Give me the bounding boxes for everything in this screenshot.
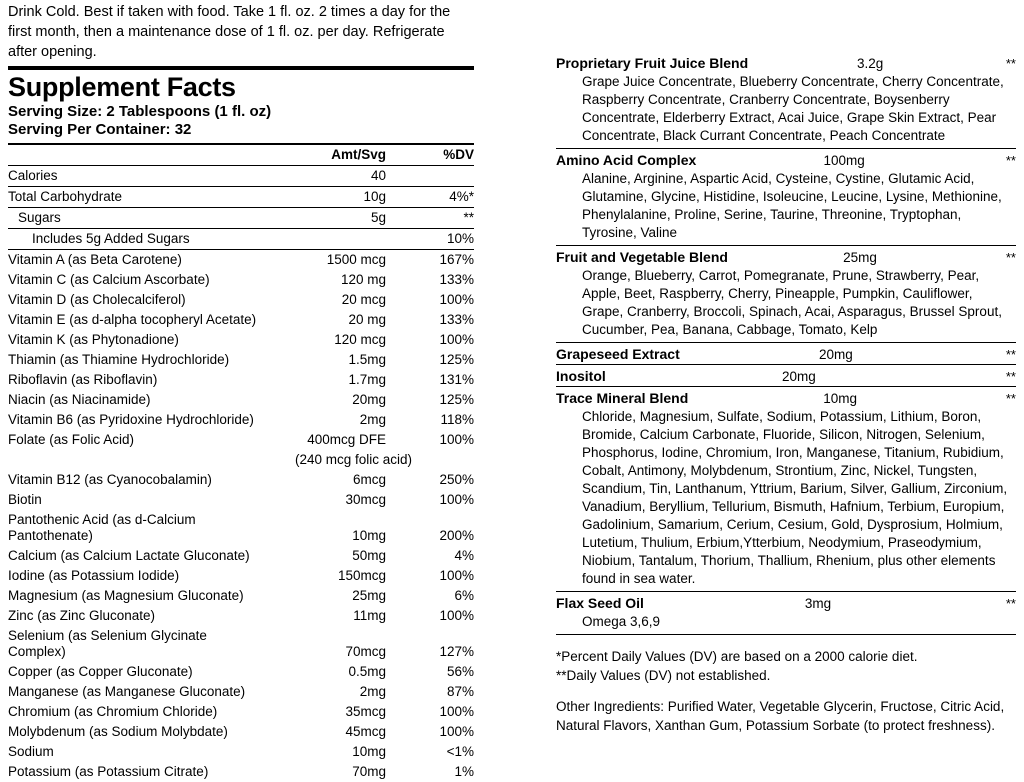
row-dv: 131% [439,372,474,387]
blend-dv: ** [1005,56,1016,71]
row-name: Vitamin K (as Phytonadione) [8,332,179,347]
blend-section [556,342,1016,364]
blend-dv: ** [1005,347,1016,362]
row-dv: 4%* [412,187,474,208]
blend-dv: ** [1005,369,1016,384]
row-dv: 4% [454,548,474,563]
row-amount: (240 mcg folic acid) [294,452,412,467]
blend-name: Fruit and Vegetable Blend [556,249,728,265]
row-amount: 20 mcg [341,292,386,307]
row-amount: 400mcg DFE [307,432,386,447]
blend-dv: ** [1005,596,1016,611]
row-amount: 5g [268,208,412,229]
row-amount: 45mcg [345,724,386,739]
row-amount: 2mg [359,684,386,699]
blend-section [556,364,1016,386]
row-dv: ** [412,208,474,229]
row-amount: 25mg [352,588,386,603]
row-amount: 11mg [353,608,386,623]
row-name: Total Carbohydrate [8,187,268,208]
table-row [8,370,474,390]
row-amount: 1.5mg [348,352,386,367]
row-name: Vitamin B6 (as Pyridoxine Hydrochloride) [8,412,254,427]
row-amount: 120 mcg [334,332,386,347]
blend-section [556,148,1016,245]
blend-name: Inositol [556,368,606,384]
table-header-row [8,145,474,166]
row-amount: 40 [268,166,412,187]
table-row [8,510,474,546]
blend-header [556,592,1016,613]
blend-header [556,52,1016,73]
panel-title: Supplement Facts [8,72,236,102]
row-name: Chromium (as Chromium Chloride) [8,704,218,719]
divider-thin-footnotes [556,634,1016,635]
table-row [8,566,474,586]
row-amount: 20 mg [348,312,386,327]
row-amount: 1.7mg [348,372,386,387]
row-name: Vitamin D (as Cholecalciferol) [8,292,186,307]
table-row [8,270,474,290]
row-name: Riboflavin (as Riboflavin) [8,372,158,387]
row-dv: 133% [439,312,474,327]
blend-ingredients: Orange, Blueberry, Carrot, Pomegranate, Prune, Strawberry, Pear, Apple, Beet, Raspberry, Cherry, Pineapple, Pumpkin, Cauliflower, Grape, Cranberry, Broccoli, Spinach, Acai, Asparagus, Brussel Sprout, Cucumber, Pea, Banana, Cabbage, Tomato, Kelp [582,268,1002,337]
row-name: Zinc (as Zinc Gluconate) [8,608,156,623]
row-amount [268,229,412,250]
row-dv: 125% [439,392,474,407]
blend-ingredients: Alanine, Arginine, Aspartic Acid, Cysteine, Cystine, Glutamic Acid, Glutamine, Glycine, Histidine, Isoleucine, Leucine, Lysine, Methionine, Phenylalanine, Proline, Serine, Taurine, Threonine, Tryptophan, Tyrosine, Valine [582,171,1002,240]
row-name: Folate (as Folic Acid) [8,432,135,447]
blend-header [556,246,1016,267]
row-amount: 10mg [352,744,386,759]
row-dv: 200% [439,528,474,543]
blend-section [556,386,1016,591]
blend-amount: 10mg [823,391,858,406]
row-name: Thiamin (as Thiamine Hydrochloride) [8,352,230,367]
table-row [8,762,474,782]
blend-ingredients: Grape Juice Concentrate, Blueberry Concentrate, Cherry Concentrate, Raspberry Concentrate, Cranberry Concentrate, Boysenberry Concentrate, Elderberry Extract, Acai Juice, Grape Skin Extract, Pear Concentrate, Black Currant Concentrate, Peach Concentrate [582,74,1004,143]
blend-header [556,343,1016,364]
header-nutrient [8,145,268,166]
row-amount: 70mcg [345,644,386,659]
directions-text: Drink Cold. Best if taken with food. Take 1 fl. oz. 2 times a day for the first month, then a maintenance dose of 1 fl. oz. per day. Refrigerate after opening. [8,4,451,60]
row-name [8,450,268,470]
blend-name: Flax Seed Oil [556,595,644,611]
serving-size: Serving Size: 2 Tablespoons (1 fl. oz) [8,103,272,120]
blend-dv: ** [1005,391,1016,406]
table-row [8,702,474,722]
footnote-not-established: **Daily Values (DV) not established. [556,668,771,683]
row-dv: 100% [439,568,474,583]
blend-header [556,387,1016,408]
row-dv: 100% [439,608,474,623]
blend-amount: 20mg [818,347,853,362]
row-amount: 35mcg [345,704,386,719]
table-row [8,586,474,606]
row-amount: 50mg [352,548,386,563]
table-row [8,290,474,310]
header-amount: Amt/Svg [268,145,412,166]
row-name: Molybdenum (as Sodium Molybdate) [8,724,228,739]
other-ingredients: Other Ingredients: Purified Water, Vegetable Glycerin, Fructose, Citric Acid, Natural Flavors, Xanthan Gum, Potassium Sorbate (to protect freshness). [556,699,1005,733]
footnote-daily-values: *Percent Daily Values (DV) are based on a 2000 calorie diet. [556,649,918,664]
left-column [8,0,474,782]
row-amount: 70mg [352,764,386,779]
table-row [8,606,474,626]
footnotes [556,647,1016,685]
row-amount: 120 mg [340,272,386,287]
blend-dv: ** [1005,250,1016,265]
table-row [8,470,474,490]
blend-ingredients: Chloride, Magnesium, Sulfate, Sodium, Potassium, Lithium, Boron, Bromide, Calcium Carbonate, Fluoride, Silicon, Nitrogen, Selenium, Phosphorus, Iodine, Chromium, Iron, Manganese, Titanium, Rubidium, Cobalt, Antimony, Molybdenum, Strontium, Zinc, Nickel, Tungsten, Scandium, Tin, Lanthanum, Yttrium, Barium, Silver, Gallium, Zirconium, Vanadium, Beryllium, Tellurium, Bismuth, Hafnium, Terbium, Europium, Gadolinium, Samarium, Cerium, Cesium, Gold, Dysprosium, Holmium, Lutetium, Thulium, Erbium,Ytterbium, Neodymium, Praseodymium, Niobium, Tantalum, Thorium, Thallium, Rhenium, plus other elements found in sea water. [582,409,1008,586]
row-amount: 20mg [352,392,386,407]
blend-name: Proprietary Fruit Juice Blend [556,55,749,71]
row-name: Biotin [8,492,42,507]
row-dv: 250% [439,472,474,487]
table-row [8,410,474,430]
row-amount: 150mcg [337,568,386,583]
blend-name: Grapeseed Extract [556,346,680,362]
table-row [8,350,474,370]
blend-ingredients: Omega 3,6,9 [582,614,661,629]
table-row [8,390,474,410]
blend-amount: 20mg [782,369,816,384]
row-name: Sodium [8,744,54,759]
blend-section [556,591,1016,634]
row-dv: 100% [439,492,474,507]
row-dv: 118% [440,412,474,427]
table-row [8,166,474,187]
table-row [8,310,474,330]
row-dv: 127% [439,644,474,659]
table-row [8,722,474,742]
servings-per-container: Serving Per Container: 32 [8,121,192,138]
table-row [8,490,474,510]
blend-section [556,52,1016,148]
table-row [8,662,474,682]
row-name: Vitamin B12 (as Cyanocobalamin) [8,472,212,487]
row-dv: 87% [446,684,474,699]
row-name: Vitamin E (as d-alpha tocopheryl Acetate) [8,312,257,327]
row-dv: 100% [439,332,474,347]
nutrition-table-body [8,145,474,782]
blend-header [556,149,1016,170]
row-name: Selenium (as Selenium Glycinate Complex) [8,628,207,659]
row-name: Includes 5g Added Sugars [8,229,268,250]
table-row [8,208,474,229]
row-dv: 100% [439,432,474,447]
table-row [8,330,474,350]
row-amount: 2mg [359,412,386,427]
row-amount: 1500 mcg [326,252,386,267]
table-row [8,626,474,662]
table-row [8,250,474,271]
row-name: Niacin (as Niacinamide) [8,392,151,407]
row-amount: 6mcg [352,472,386,487]
blend-dv: ** [1005,153,1016,168]
blend-header [556,365,1016,386]
row-name: Calories [8,166,268,187]
row-name: Manganese (as Manganese Gluconate) [8,684,246,699]
blend-amount: 25mg [843,250,877,265]
row-name: Potassium (as Potassium Citrate) [8,764,209,779]
blend-name: Trace Mineral Blend [556,390,689,406]
table-row [8,450,474,470]
row-dv: 6% [454,588,474,603]
table-row [8,187,474,208]
divider-heavy-top [8,66,474,70]
row-name: Sugars [8,208,268,229]
row-dv: 125% [439,352,474,367]
row-dv: 10% [412,229,474,250]
blend-amount: 3.2g [856,56,884,71]
blend-amount: 3mg [804,596,832,611]
row-name: Pantothenic Acid (as d-Calcium Pantothenate) [8,512,196,543]
row-name: Vitamin A (as Beta Carotene) [8,252,182,267]
row-amount: 0.5mg [348,664,386,679]
row-name: Vitamin C (as Calcium Ascorbate) [8,272,210,287]
header-dv: %DV [412,145,474,166]
row-amount: 30mcg [345,492,386,507]
row-name: Magnesium (as Magnesium Gluconate) [8,588,244,603]
row-dv: 133% [439,272,474,287]
right-column [556,52,1016,735]
blend-amount: 100mg [823,153,865,168]
row-name: Iodine (as Potassium Iodide) [8,568,180,583]
blend-section [556,245,1016,342]
row-amount: 10g [268,187,412,208]
row-dv [412,166,474,187]
row-dv: 167% [439,252,474,267]
table-row [8,682,474,702]
table-row [8,229,474,250]
blend-name: Amino Acid Complex [556,152,697,168]
nutrition-table [8,145,474,782]
row-name: Calcium (as Calcium Lactate Gluconate) [8,548,250,563]
row-amount: 10mg [352,528,386,543]
table-row [8,742,474,762]
row-dv: 100% [439,724,474,739]
table-row [8,546,474,566]
row-dv: 1% [454,764,474,779]
row-dv [412,450,474,470]
row-dv: 100% [439,292,474,307]
row-dv: 100% [439,704,474,719]
row-dv: 56% [446,664,474,679]
row-name: Copper (as Copper Gluconate) [8,664,193,679]
row-dv: <1% [446,744,474,759]
table-row [8,430,474,450]
